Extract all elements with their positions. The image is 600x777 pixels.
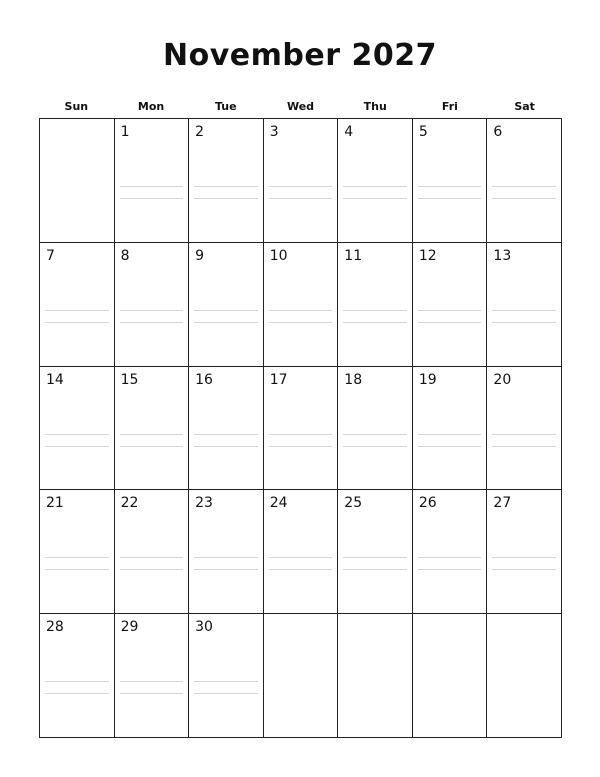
day-number: 26 [418, 495, 437, 512]
day-cell [264, 119, 339, 243]
note-line [492, 322, 556, 323]
day-number: 16 [195, 371, 213, 388]
weekday-header-sat: Sat [514, 100, 535, 113]
note-line [45, 310, 109, 311]
day-cell [189, 367, 264, 491]
note-line [194, 434, 258, 435]
day-number: 24 [269, 495, 288, 512]
day-cell [413, 119, 488, 243]
day-cell [189, 119, 264, 243]
day-number: 8 [120, 247, 130, 264]
day-cell [115, 367, 190, 491]
day-cell [189, 614, 264, 738]
day-number: 1 [120, 124, 130, 140]
note-line [418, 186, 482, 187]
note-line [343, 310, 407, 311]
day-number: 6 [493, 124, 503, 140]
day-cell [487, 367, 562, 491]
weekday-header-fri: Fri [441, 100, 458, 113]
note-line [418, 446, 482, 447]
note-line [45, 446, 109, 447]
day-number: 13 [493, 247, 512, 264]
note-line [269, 198, 333, 199]
day-number: 11 [344, 247, 363, 264]
weekday-header-sun: Sun [64, 100, 89, 113]
note-line [194, 681, 258, 682]
day-number: 12 [418, 247, 437, 264]
note-line [194, 198, 258, 199]
day-cell [264, 490, 339, 614]
note-line [120, 569, 184, 570]
day-cell [115, 614, 190, 738]
note-line [492, 446, 556, 447]
note-line [492, 557, 556, 558]
day-number: 10 [269, 247, 288, 264]
note-line [45, 322, 109, 323]
note-line [269, 310, 333, 311]
day-cell [115, 490, 190, 614]
note-line [120, 446, 184, 447]
note-line [194, 557, 258, 558]
note-line [492, 434, 556, 435]
empty-day-cell [264, 614, 339, 738]
day-cell [264, 243, 339, 367]
empty-day-cell [40, 119, 115, 243]
weekday-header-row [39, 99, 562, 115]
day-cell [115, 243, 190, 367]
note-line [418, 198, 482, 199]
weekday-header-wed: Wed [286, 100, 315, 113]
note-line [194, 186, 258, 187]
day-cell [189, 243, 264, 367]
day-number: 5 [418, 124, 428, 140]
note-line [418, 569, 482, 570]
note-line [269, 186, 333, 187]
note-line [120, 198, 184, 199]
day-cell [413, 367, 488, 491]
weekday-header-thu: Thu [363, 100, 387, 113]
day-number: 18 [344, 371, 363, 388]
day-number: 3 [269, 124, 279, 140]
note-line [418, 322, 482, 323]
note-line [120, 681, 184, 682]
day-cell [189, 490, 264, 614]
day-cell [487, 490, 562, 614]
day-cell [40, 490, 115, 614]
note-line [269, 322, 333, 323]
note-line [492, 569, 556, 570]
note-line [418, 557, 482, 558]
day-number: 4 [344, 124, 354, 140]
empty-day-cell [338, 614, 413, 738]
note-line [45, 569, 109, 570]
calendar-grid [39, 118, 562, 738]
day-number: 28 [46, 619, 64, 636]
note-line [269, 557, 333, 558]
day-number: 9 [195, 247, 205, 264]
day-cell [338, 490, 413, 614]
note-line [269, 434, 333, 435]
note-line [194, 322, 258, 323]
note-line [343, 557, 407, 558]
note-line [120, 310, 184, 311]
note-line [343, 198, 407, 199]
note-line [194, 693, 258, 694]
note-line [343, 434, 407, 435]
day-number: 25 [344, 495, 363, 512]
note-line [120, 693, 184, 694]
note-line [343, 446, 407, 447]
empty-day-cell [413, 614, 488, 738]
day-cell [40, 243, 115, 367]
note-line [343, 186, 407, 187]
note-line [269, 569, 333, 570]
note-line [194, 569, 258, 570]
day-cell [487, 243, 562, 367]
note-line [45, 681, 109, 682]
page-title: November 2027 [163, 38, 437, 73]
day-number: 29 [120, 619, 139, 636]
day-number: 15 [120, 371, 139, 388]
day-number: 14 [46, 371, 64, 388]
day-cell [487, 119, 562, 243]
note-line [418, 310, 482, 311]
day-cell [338, 367, 413, 491]
day-number: 17 [269, 371, 288, 388]
day-cell [338, 243, 413, 367]
day-cell [413, 490, 488, 614]
note-line [120, 322, 184, 323]
note-line [492, 186, 556, 187]
day-cell [115, 119, 190, 243]
note-line [194, 446, 258, 447]
note-line [492, 198, 556, 199]
day-cell [338, 119, 413, 243]
note-line [45, 434, 109, 435]
day-number: 21 [46, 495, 64, 512]
weekday-header-tue: Tue [214, 100, 237, 113]
day-cell [413, 243, 488, 367]
day-number: 22 [120, 495, 139, 512]
day-number: 30 [195, 619, 213, 636]
weekday-header-mon: Mon [137, 100, 165, 113]
note-line [418, 434, 482, 435]
note-line [120, 557, 184, 558]
day-number: 7 [46, 247, 55, 264]
note-line [343, 569, 407, 570]
day-number: 23 [195, 495, 213, 512]
day-number: 27 [493, 495, 512, 512]
empty-day-cell [487, 614, 562, 738]
note-line [269, 446, 333, 447]
note-line [45, 557, 109, 558]
day-cell [40, 367, 115, 491]
day-cell [264, 367, 339, 491]
note-line [343, 322, 407, 323]
day-cell [40, 614, 115, 738]
note-line [120, 186, 184, 187]
day-number: 19 [418, 371, 437, 388]
note-line [45, 693, 109, 694]
note-line [120, 434, 184, 435]
day-number: 20 [493, 371, 512, 388]
day-number: 2 [195, 124, 205, 140]
note-line [194, 310, 258, 311]
note-line [492, 310, 556, 311]
